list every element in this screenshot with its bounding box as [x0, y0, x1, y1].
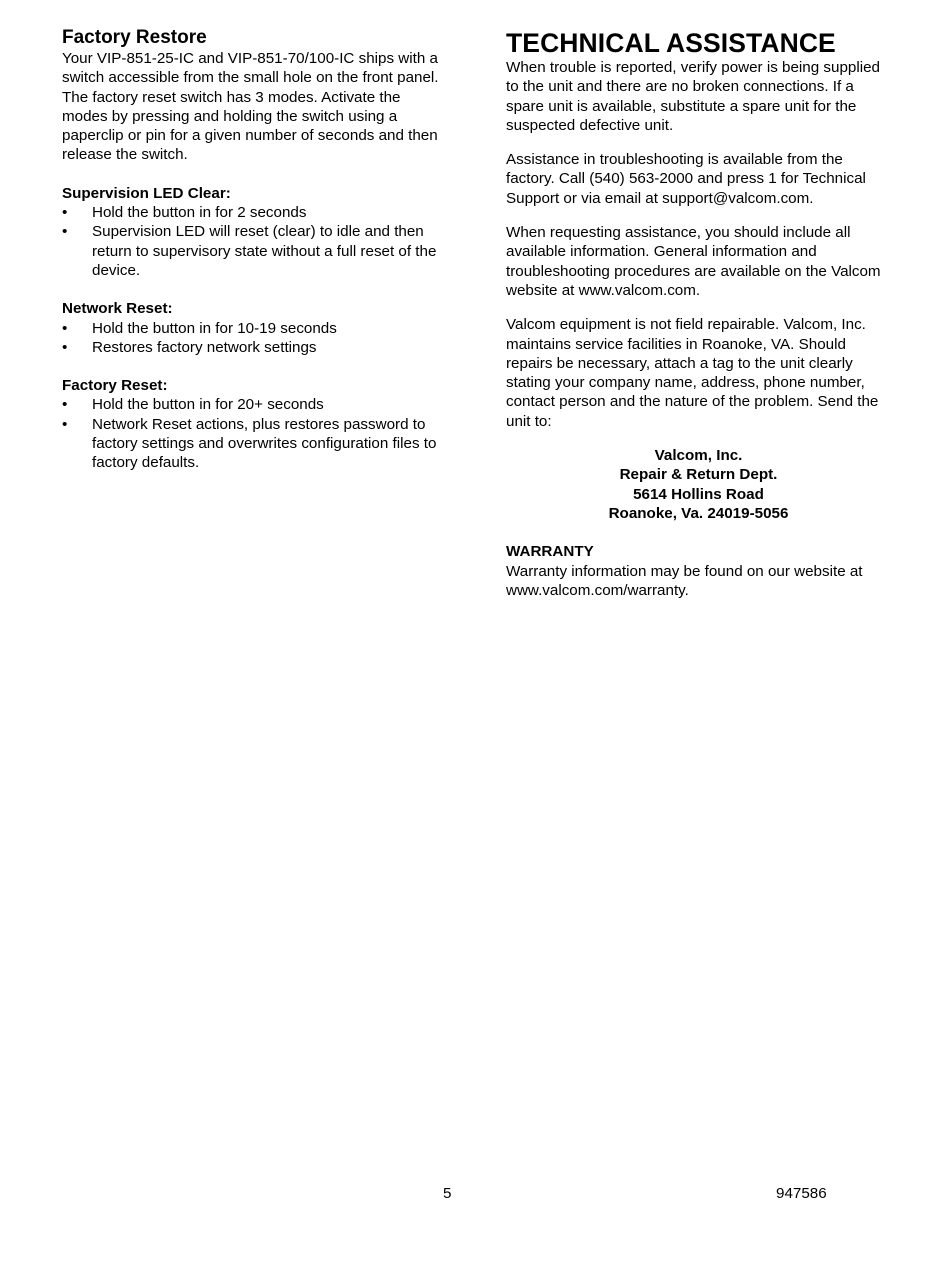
list-item [62, 203, 447, 222]
list-item [62, 415, 447, 473]
page-number: 5 [443, 1185, 452, 1202]
supervision-led-list [62, 203, 447, 280]
factory-reset-list [62, 395, 447, 472]
network-reset-heading: Network Reset: [62, 300, 173, 318]
left-column [62, 0, 447, 473]
technical-assistance-title: TECHNICAL ASSISTANCE [506, 28, 836, 58]
list-item [62, 338, 447, 357]
list-item-text: Restores factory network settings [92, 338, 317, 356]
warranty-heading: WARRANTY [506, 543, 594, 561]
list-item [62, 222, 447, 280]
supervision-led-heading: Supervision LED Clear: [62, 184, 231, 202]
bullet-icon: • [62, 204, 68, 222]
bullet-icon: • [62, 319, 68, 337]
factory-restore-intro: Your VIP-851-25-IC and VIP-851-70/100-IC ships with a switch accessible from the small hole on the front panel. The factory reset switch has 3 modes. Activate the modes by pressing and holding the switch using a paperclip or pin for a given number of seconds and then release the switch. [62, 50, 439, 164]
bullet-icon: • [62, 415, 68, 433]
address-line-company: Valcom, Inc. [654, 447, 743, 465]
list-item [62, 319, 447, 338]
factory-reset-heading: Factory Reset: [62, 377, 168, 395]
list-item [62, 395, 447, 414]
bullet-icon: • [62, 338, 68, 356]
repair-paragraph: Valcom equipment is not field repairable. Valcom, Inc. maintains service facilities in Roanoke, VA. Should repairs be necessary, attach a tag to the unit clearly stating your company name, address, phone number, contact person and the nature of the problem. Send the unit to: [506, 316, 879, 430]
list-item-text: Hold the button in for 20+ seconds [92, 396, 324, 414]
list-item-text: Network Reset actions, plus restores password to factory settings and overwrites configuration files to factory defaults. [92, 415, 437, 472]
warranty-text: Warranty information may be found on our website at www.valcom.com/warranty. [506, 562, 863, 599]
document-number: 947586 [776, 1185, 827, 1202]
address-line-street: 5614 Hollins Road [633, 485, 764, 503]
return-address [506, 446, 891, 523]
bullet-icon: • [62, 396, 68, 414]
bullet-icon: • [62, 223, 68, 241]
factory-restore-title: Factory Restore [62, 27, 207, 48]
support-contact-paragraph: Assistance in troubleshooting is available from the factory. Call (540) 563-2000 and press 1 for Technical Support or via email at support@valcom.com. [506, 151, 866, 207]
list-item-text: Supervision LED will reset (clear) to idle and then return to supervisory state without a full reset of the device. [92, 223, 437, 279]
troubleshooting-paragraph: When trouble is reported, verify power is being supplied to the unit and there are no broken connections. If a spare unit is available, substitute a spare unit for the suspected defective unit. [506, 59, 880, 134]
right-column [506, 0, 891, 600]
network-reset-list [62, 319, 447, 358]
address-line-city: Roanoke, Va. 24019-5056 [608, 504, 789, 522]
list-item-text: Hold the button in for 2 seconds [92, 204, 307, 222]
information-paragraph: When requesting assistance, you should include all available information. General information and troubleshooting procedures are available on the Valcom website at www.valcom.com. [506, 224, 881, 299]
address-line-dept: Repair & Return Dept. [619, 466, 778, 484]
list-item-text: Hold the button in for 10-19 seconds [92, 319, 337, 337]
